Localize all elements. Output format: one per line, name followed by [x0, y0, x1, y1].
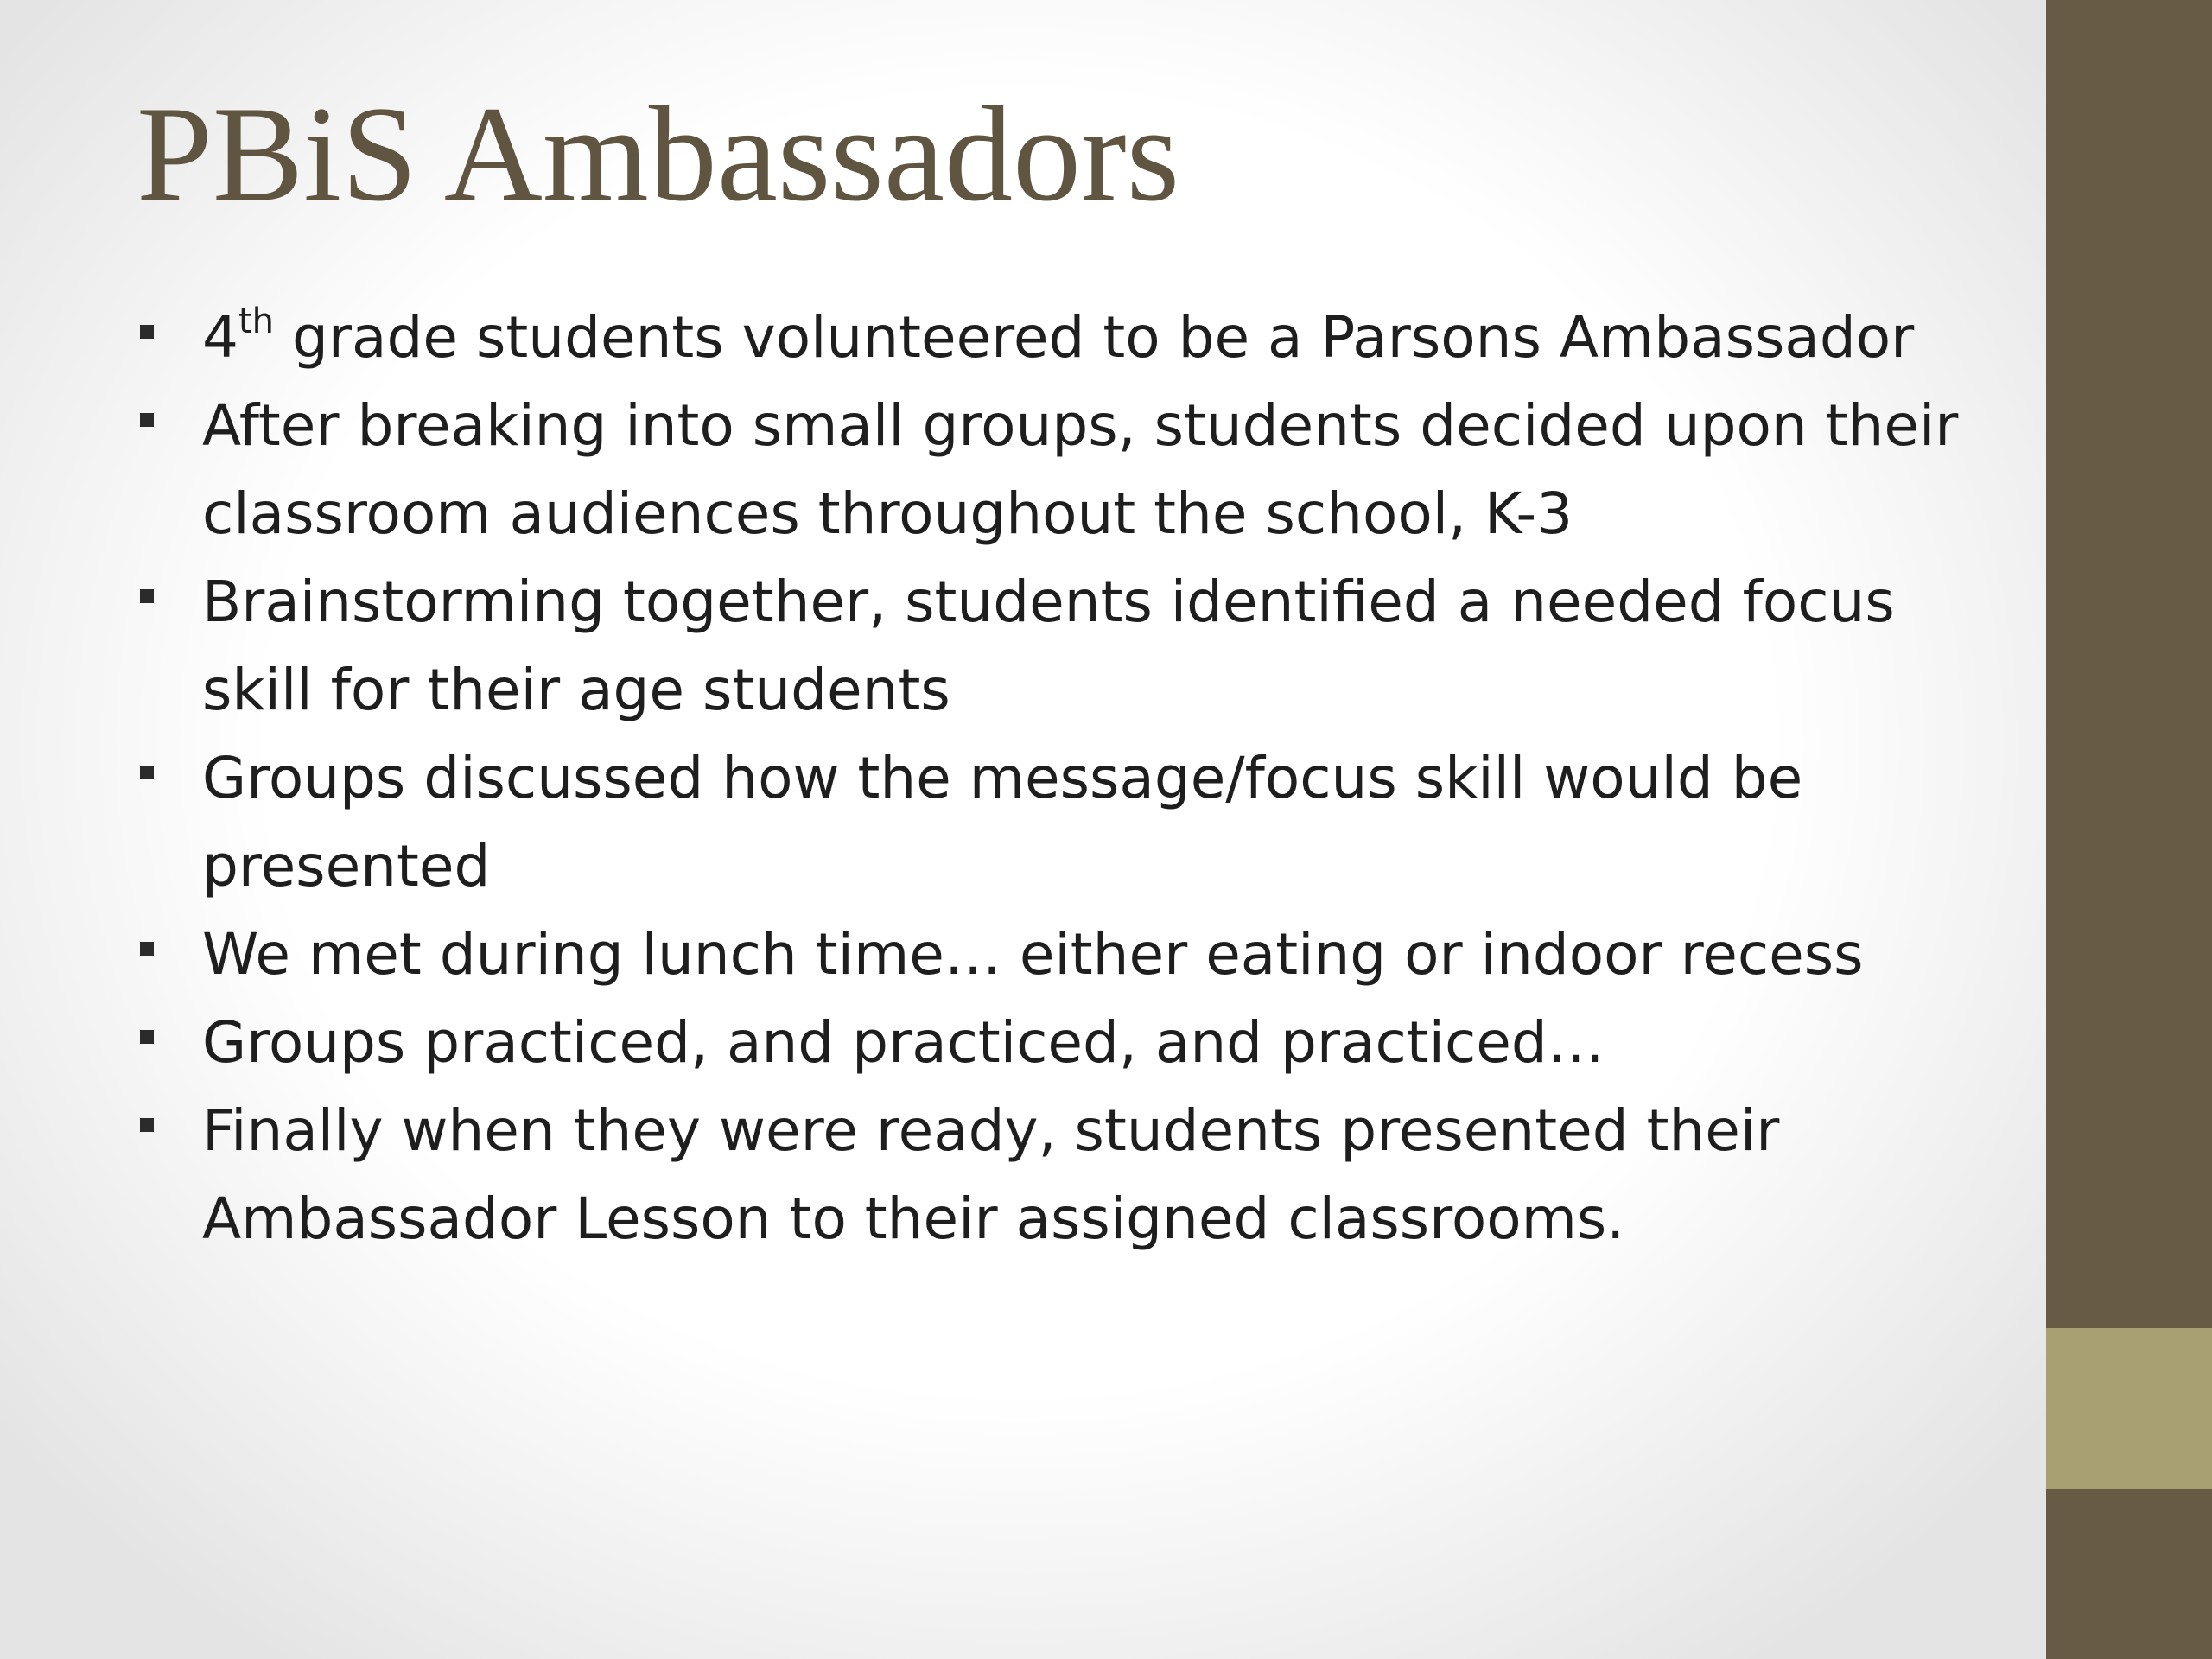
bullet-item — [138, 294, 1987, 382]
bullet-list — [138, 294, 1987, 1263]
bullet-item — [138, 911, 1987, 999]
bullet-superscript: th — [238, 302, 275, 341]
side-accent-block — [2046, 1328, 2212, 1489]
bullet-text: Groups discussed how the message/focus skill would be presented — [202, 745, 1803, 899]
bullet-item — [138, 382, 1987, 558]
square-bullet-icon — [140, 1118, 154, 1132]
bullet-text: Groups practiced, and practiced, and practiced… — [202, 1009, 1605, 1076]
bullet-text: After breaking into small groups, students decided upon their classroom audiences throughout the school, K-3 — [202, 392, 1959, 547]
bullet-item — [138, 1087, 1987, 1263]
bullet-text: Finally when they were ready, students presented their Ambassador Lesson to their assigned classrooms. — [202, 1097, 1780, 1252]
square-bullet-icon — [140, 942, 154, 956]
slide-title: PBiS Ambassadors — [137, 79, 1180, 230]
bullet-lead: 4 — [202, 304, 238, 371]
square-bullet-icon — [140, 325, 154, 339]
bullet-text: grade students volunteered to be a Parsons Ambassador — [274, 304, 1915, 371]
bullet-item — [138, 558, 1987, 734]
bullet-item — [138, 734, 1987, 911]
square-bullet-icon — [140, 766, 154, 779]
square-bullet-icon — [140, 589, 154, 603]
bullet-text: Brainstorming together, students identified a needed focus skill for their age students — [202, 569, 1895, 723]
bullet-text: We met during lunch time… either eating or indoor recess — [202, 921, 1864, 988]
bullet-item — [138, 999, 1987, 1087]
square-bullet-icon — [140, 1030, 154, 1044]
square-bullet-icon — [140, 413, 154, 427]
